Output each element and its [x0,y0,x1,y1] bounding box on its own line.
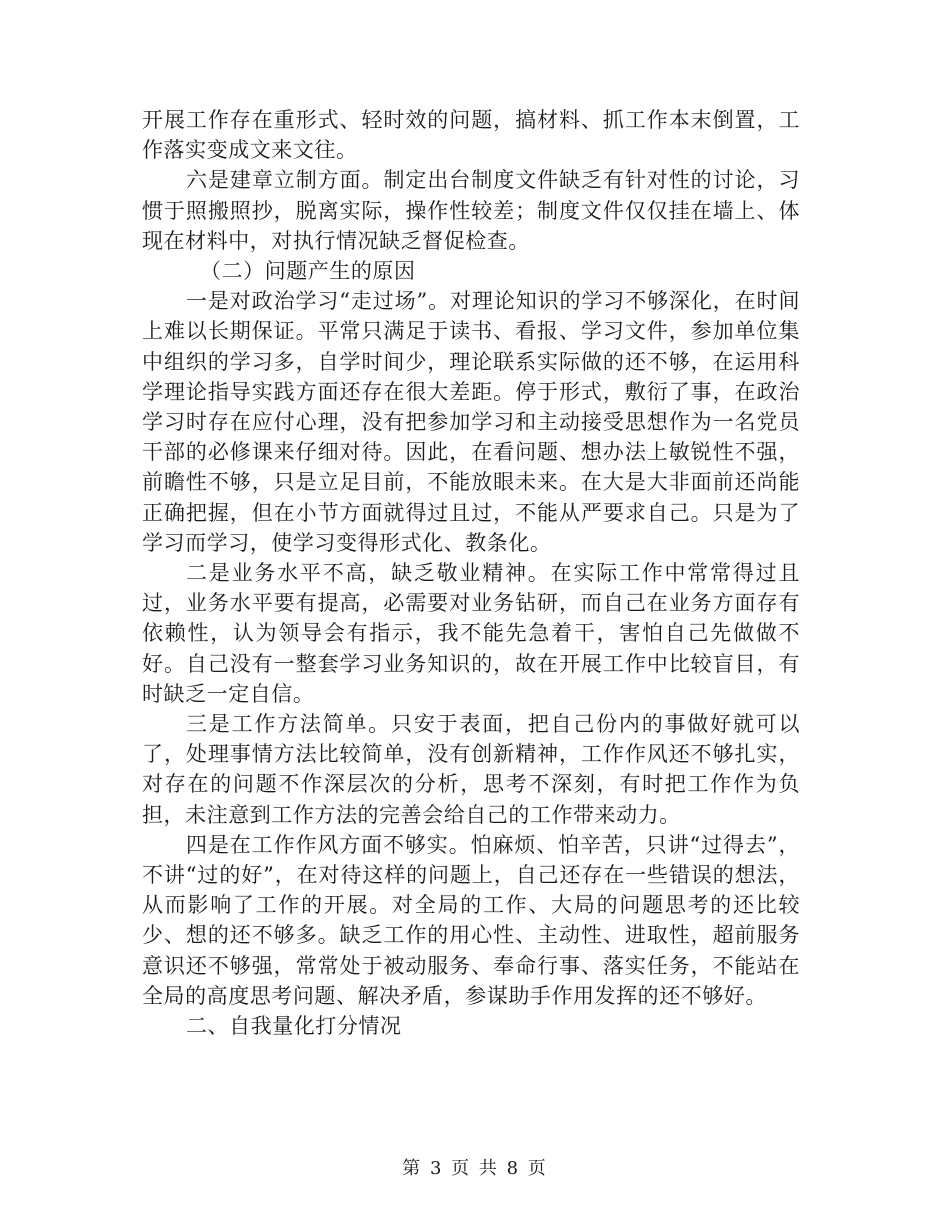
paragraph-rules-system: 六是建章立制方面。制定出台制度文件缺乏有针对性的讨论，习惯于照搬照抄，脱离实际，操作性较差；制度文件仅仅挂在墙上、体现在材料中，对执行情况缺乏督促检查。 [142,168,800,253]
document-body [142,105,800,1041]
paragraph-political-study: 一是对政治学习“走过场”。对理论知识的学习不够深化，在时间上难以长期保证。平常只满足于读书、看报、学习文件，参加单位集中组织的学习多，自学时间少，理论联系实际做的还不够，在运用科学理论指导实践方面还存在很大差距。停于形式，敷衍了事，在政治学习时存在应付心理，没有把参加学习和主动接受思想作为一名党员干部的必修课来仔细对待。因此，在看问题、想办法上敏锐性不强，前瞻性不够，只是立足目前，不能放眼未来。在大是大非面前还尚能正确把握，但在小节方面就得过且过，不能从严要求自己。只是为了学习而学习，使学习变得形式化、教条化。 [142,289,800,555]
paragraph-work-style: 四是在工作作风方面不够实。怕麻烦、怕辛苦，只讲“过得去”，不讲“过的好”，在对待这样的问题上，自己还存在一些错误的想法，从而影响了工作的开展。对全局的工作、大局的问题思考的还比较少、想的还不够多。缺乏工作的用心性、主动性、进取性，超前服务意识还不够强，常常处于被动服务、奉命行事、落实任务，不能站在全局的高度思考问题、解决矛盾，参谋助手作用发挥的还不够好。 [142,832,800,1008]
paragraph-work-method: 三是工作方法简单。只安于表面，把自己份内的事做好就可以了，处理事情方法比较简单，没有创新精神，工作作风还不够扎实，对存在的问题不作深层次的分析，思考不深刻，有时把工作作为负担，未注意到工作方法的完善会给自己的工作带来动力。 [142,712,800,827]
paragraph-business-level: 二是业务水平不高，缺乏敬业精神。在实际工作中常常得过且过，业务水平要有提高，必需要对业务钻研，而自己在业务方面存有依赖性，认为领导会有指示，我不能先急着干，害怕自己先做做不好。自己没有一整套学习业务知识的，故在开展工作中比较盲目，有时缺乏一定自信。 [142,561,800,706]
page-number-footer: 第 3 页 共 8 页 [402,1158,548,1179]
section-heading-causes: （二）问题产生的原因 [200,259,416,284]
paragraph-continuation: 开展工作存在重形式、轻时效的问题，搞材料、抓工作本末倒置，工作落实变成文来文往。 [142,108,800,163]
section-heading-self-scoring: 二、自我量化打分情况 [186,1014,402,1039]
